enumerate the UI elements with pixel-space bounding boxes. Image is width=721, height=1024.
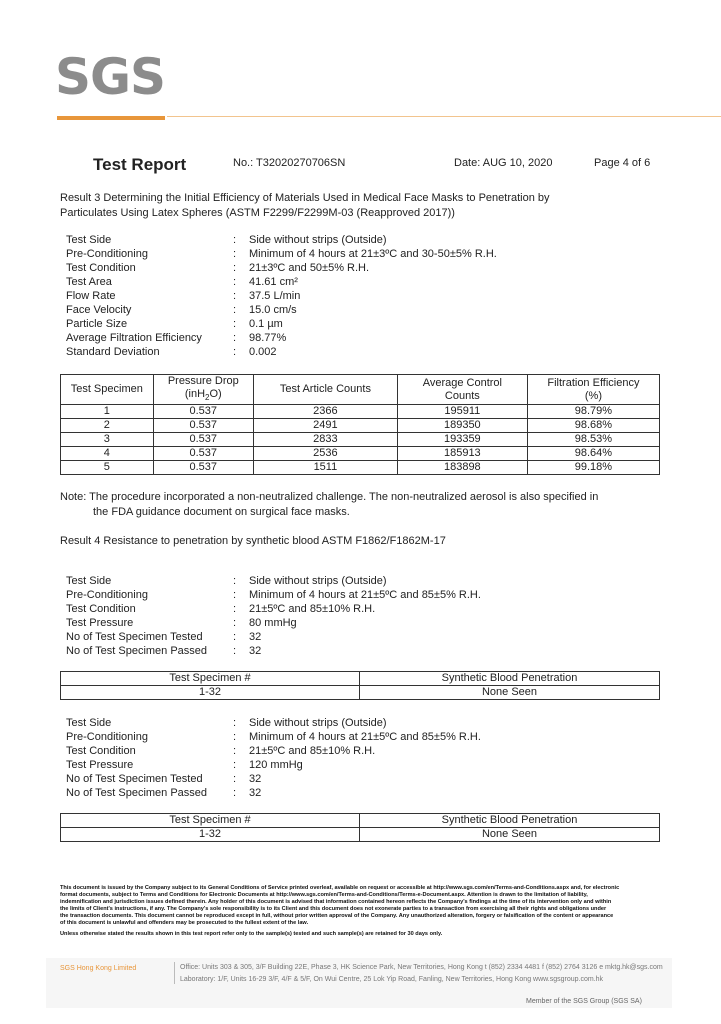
- param-row: [66, 772, 481, 786]
- param-row: [66, 588, 481, 602]
- footer-company: SGS Hong Kong Limited: [60, 965, 137, 972]
- param-value: 32: [249, 773, 262, 785]
- param-row: [66, 616, 481, 630]
- param-separator: :: [233, 759, 237, 771]
- table-row: [61, 828, 660, 842]
- param-value: 0.1 µm: [249, 318, 283, 330]
- logo-underline: [57, 116, 165, 120]
- param-label: Test Condition: [66, 262, 136, 274]
- param-value: 41.61 cm²: [249, 276, 298, 288]
- result3-params: [66, 233, 497, 359]
- param-row: [66, 730, 481, 744]
- param-value: 32: [249, 645, 262, 657]
- note: [60, 490, 670, 520]
- param-value: 21±3ºC and 50±5% R.H.: [249, 262, 370, 274]
- table-row: [61, 433, 660, 447]
- table-cell: 1: [61, 405, 154, 419]
- table-cell: 98.79%: [527, 405, 659, 419]
- param-value: 98.77%: [249, 332, 287, 344]
- table-cell: 195911: [397, 405, 527, 419]
- table-cell: 5: [61, 461, 154, 475]
- param-row: [66, 786, 481, 800]
- cell-penetration: None Seen: [360, 828, 660, 842]
- cell-penetration: None Seen: [360, 686, 660, 700]
- table-cell: 2491: [253, 419, 397, 433]
- disclaimer: [60, 885, 664, 938]
- param-row: [66, 574, 481, 588]
- param-value: 37.5 L/min: [249, 290, 301, 302]
- param-row: [66, 744, 481, 758]
- table-row: [61, 686, 660, 700]
- table-cell: 193359: [397, 433, 527, 447]
- param-row: [66, 317, 497, 331]
- col-filtration-efficiency: Filtration Efficiency (%): [527, 375, 659, 405]
- param-separator: :: [233, 745, 237, 757]
- disclaimer-line5: the transaction documents. This document cannot be reproduced except in full, without prior written approval of the Company. Any unauthorized alteration, forgery or falsification of the content or appearance: [60, 913, 614, 919]
- param-separator: :: [233, 575, 237, 587]
- param-label: Pre-Conditioning: [66, 248, 148, 260]
- param-separator: :: [233, 603, 237, 615]
- param-label: Flow Rate: [66, 290, 116, 302]
- col-test-specimen-number: Test Specimen #: [61, 672, 360, 686]
- cell-specimen: 1-32: [61, 828, 360, 842]
- param-label: Test Side: [66, 575, 112, 587]
- param-value: Side without strips (Outside): [249, 575, 387, 587]
- table-cell: 0.537: [153, 433, 253, 447]
- param-label: Test Area: [66, 276, 112, 288]
- param-label: Standard Deviation: [66, 346, 160, 358]
- param-separator: :: [233, 304, 237, 316]
- retention-note: Unless otherwise stated the results shown in this test report refer only to the sample(s) tested and such sample(s) are retained for 30 days only.: [60, 931, 443, 937]
- param-value: Minimum of 4 hours at 21±3ºC and 30-50±5% R.H.: [249, 248, 497, 260]
- disclaimer-line6: of this document is unlawful and offenders may be prosecuted to the fullest extent of the law.: [60, 920, 309, 926]
- param-separator: :: [233, 276, 237, 288]
- param-separator: :: [233, 617, 237, 629]
- result3-heading: [60, 191, 660, 221]
- table-cell: 0.537: [153, 461, 253, 475]
- table-cell: 1511: [253, 461, 397, 475]
- col-test-specimen-number: Test Specimen #: [61, 814, 360, 828]
- param-row: [66, 261, 497, 275]
- param-label: Average Filtration Efficiency: [66, 332, 202, 344]
- param-value: 80 mmHg: [249, 617, 297, 629]
- disclaimer-line3: indemnification and jurisdiction issues defined therein. Any holder of this document is advised that information contained hereon reflects the Company's findings at the time of its intervention only and within: [60, 899, 612, 905]
- footer-office: Office: Units 303 & 305, 3/F Building 22E, Phase 3, HK Science Park, New Territories, Hong Kong t (852) 2334 4481 f (852) 2764 3126 e mktg.hk@sgs.com: [180, 964, 663, 971]
- table-row: [61, 419, 660, 433]
- param-row: [66, 331, 497, 345]
- table-cell: 3: [61, 433, 154, 447]
- table-cell: 189350: [397, 419, 527, 433]
- table-cell: 2536: [253, 447, 397, 461]
- param-value: 0.002: [249, 346, 277, 358]
- col-synthetic-blood-penetration: Synthetic Blood Penetration: [360, 672, 660, 686]
- param-value: Minimum of 4 hours at 21±5ºC and 85±5% R.H.: [249, 731, 481, 743]
- disclaimer-line2: format documents, subject to Terms and Conditions for Electronic Documents at http://www.sgs.com/en/Terms-and-Conditions/Terms-e-Document.aspx. Attention is drawn to the limitation of liability,: [60, 892, 588, 898]
- param-label: Test Side: [66, 717, 112, 729]
- sgs-logo: SGS: [55, 48, 166, 106]
- table-row: [61, 461, 660, 475]
- table-header-row: [61, 814, 660, 828]
- param-label: Pre-Conditioning: [66, 589, 148, 601]
- table-cell: 2366: [253, 405, 397, 419]
- param-separator: :: [233, 346, 237, 358]
- param-row: [66, 758, 481, 772]
- param-separator: :: [233, 645, 237, 657]
- param-separator: :: [233, 731, 237, 743]
- param-value: 32: [249, 787, 262, 799]
- table-cell: 0.537: [153, 405, 253, 419]
- param-row: [66, 275, 497, 289]
- table-cell: 0.537: [153, 447, 253, 461]
- table-cell: 185913: [397, 447, 527, 461]
- param-label: Test Pressure: [66, 617, 134, 629]
- param-value: 21±5ºC and 85±10% R.H.: [249, 603, 376, 615]
- table-cell: 99.18%: [527, 461, 659, 475]
- table-header-row: [61, 672, 660, 686]
- result3-heading-line1: Result 3 Determining the Initial Efficiency of Materials Used in Medical Face Masks to Penetration by: [60, 192, 550, 204]
- result4-block2-params: [66, 716, 481, 800]
- param-row: [66, 233, 497, 247]
- param-label: Face Velocity: [66, 304, 132, 316]
- col-pressure-drop: Pressure Drop (inH$_2$O): [153, 375, 253, 405]
- footer-member: Member of the SGS Group (SGS SA): [526, 998, 642, 1005]
- table-row: [61, 447, 660, 461]
- table-cell: 183898: [397, 461, 527, 475]
- param-separator: :: [233, 717, 237, 729]
- param-value: 120 mmHg: [249, 759, 303, 771]
- param-row: [66, 289, 497, 303]
- param-separator: :: [233, 332, 237, 344]
- result4-heading: Result 4 Resistance to penetration by synthetic blood ASTM F1862/F1862M-17: [60, 535, 446, 547]
- table-row: [61, 405, 660, 419]
- param-value: Side without strips (Outside): [249, 234, 387, 246]
- param-value: 32: [249, 631, 262, 643]
- table-cell: 4: [61, 447, 154, 461]
- param-label: Test Side: [66, 234, 112, 246]
- param-label: Test Condition: [66, 603, 136, 615]
- table-cell: 98.53%: [527, 433, 659, 447]
- param-value: 21±5ºC and 85±10% R.H.: [249, 745, 376, 757]
- param-label: No of Test Specimen Tested: [66, 773, 203, 785]
- report-date: Date: AUG 10, 2020: [454, 157, 553, 169]
- param-value: Side without strips (Outside): [249, 717, 387, 729]
- result4-block1-params: [66, 574, 481, 658]
- param-separator: :: [233, 234, 237, 246]
- param-label: Particle Size: [66, 318, 128, 330]
- param-separator: :: [233, 248, 237, 260]
- param-row: [66, 303, 497, 317]
- param-row: [66, 630, 481, 644]
- param-separator: :: [233, 318, 237, 330]
- param-row: [66, 602, 481, 616]
- cell-specimen: 1-32: [61, 686, 360, 700]
- header-rule: [167, 116, 721, 117]
- footer-divider: [174, 962, 175, 984]
- param-value: Minimum of 4 hours at 21±5ºC and 85±5% R.H.: [249, 589, 481, 601]
- param-label: No of Test Specimen Passed: [66, 787, 208, 799]
- param-label: Test Condition: [66, 745, 136, 757]
- note-line1: Note: The procedure incorporated a non-neutralized challenge. The non-neutralized aerosol is also specified in: [60, 491, 599, 503]
- param-separator: :: [233, 262, 237, 274]
- table-cell: 98.68%: [527, 419, 659, 433]
- param-separator: :: [233, 589, 237, 601]
- param-separator: :: [233, 631, 237, 643]
- param-row: [66, 644, 481, 658]
- param-value: 15.0 cm/s: [249, 304, 297, 316]
- col-average-control-counts: Average Control Counts: [397, 375, 527, 405]
- blood-penetration-table-120: [60, 813, 660, 842]
- disclaimer-line1: This document is issued by the Company subject to its General Conditions of Service printed overleaf, available on request or accessible at http://www.sgs.com/en/Terms-and-Conditions.aspx and, for electronic: [60, 885, 620, 891]
- col-test-specimen: Test Specimen: [61, 375, 154, 405]
- table-cell: 2833: [253, 433, 397, 447]
- table-cell: 0.537: [153, 419, 253, 433]
- note-line2: the FDA guidance document on surgical face masks.: [93, 506, 350, 518]
- param-label: No of Test Specimen Passed: [66, 645, 208, 657]
- param-label: No of Test Specimen Tested: [66, 631, 203, 643]
- col-test-article-counts: Test Article Counts: [253, 375, 397, 405]
- blood-penetration-table-80: [60, 671, 660, 700]
- result3-heading-line2: Particulates Using Latex Spheres (ASTM F2299/F2299M-03 (Reapproved 2017)): [60, 207, 455, 219]
- table-header-row: [61, 375, 660, 405]
- param-separator: :: [233, 773, 237, 785]
- table-cell: 2: [61, 419, 154, 433]
- report-number: No.: T32020270706SN: [233, 157, 346, 169]
- param-row: [66, 247, 497, 261]
- param-row: [66, 345, 497, 359]
- param-separator: :: [233, 290, 237, 302]
- footer-laboratory: Laboratory: 1/F, Units 16-29 3/F, 4/F & 5/F, On Wui Centre, 25 Lok Yip Road, Fanling, New Territories, Hong Kong www.sgsgroup.com.hk: [180, 976, 604, 983]
- table-cell: 98.64%: [527, 447, 659, 461]
- param-label: Pre-Conditioning: [66, 731, 148, 743]
- param-label: Test Pressure: [66, 759, 134, 771]
- report-title: Test Report: [93, 155, 187, 174]
- page-number: Page 4 of 6: [594, 157, 651, 169]
- param-row: [66, 716, 481, 730]
- disclaimer-line4: the limits of Client's instructions, if any. The Company's sole responsibility is to its Client and this document does not exonerate parties to a transaction from exercising all their rights and obligations under: [60, 906, 607, 912]
- param-separator: :: [233, 787, 237, 799]
- col-synthetic-blood-penetration: Synthetic Blood Penetration: [360, 814, 660, 828]
- filtration-table: [60, 374, 660, 475]
